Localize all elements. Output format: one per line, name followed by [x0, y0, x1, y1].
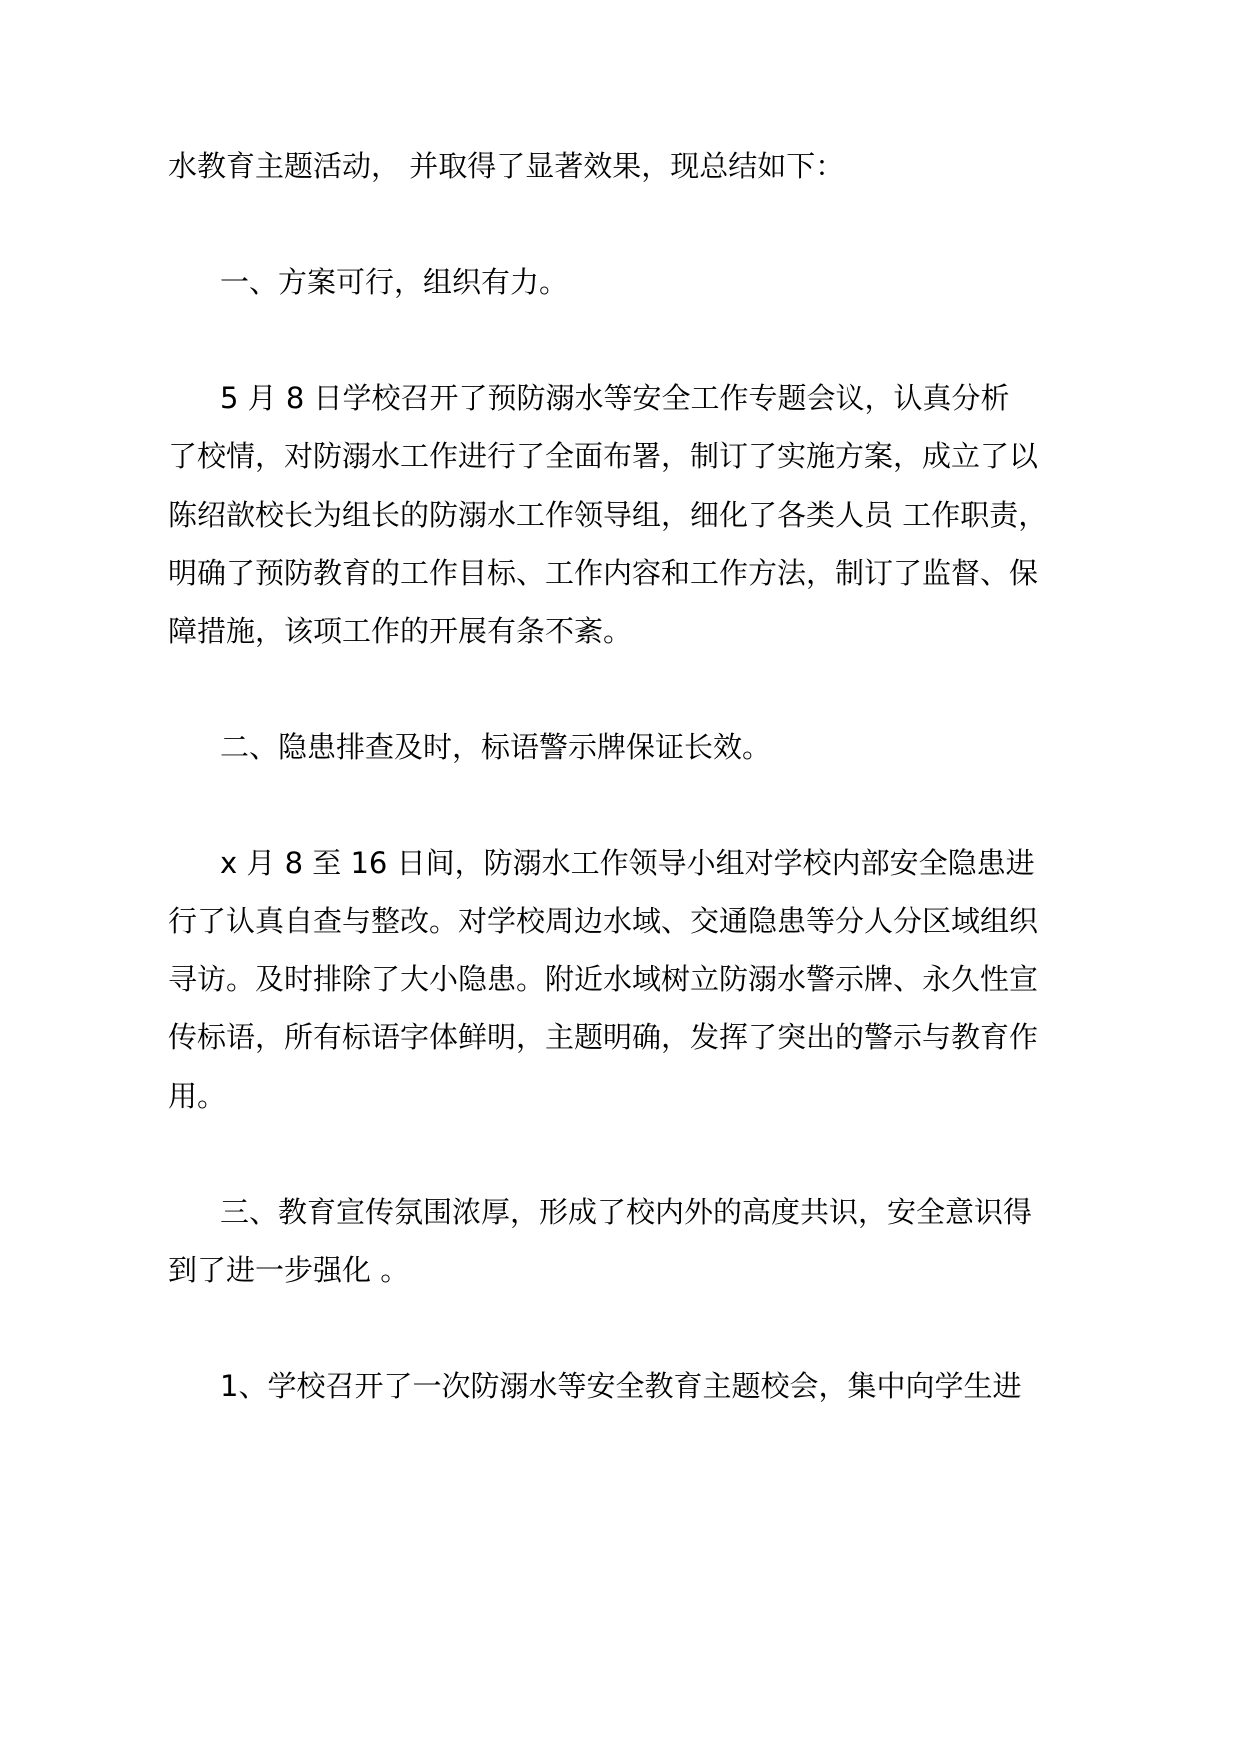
paragraph-line: 陈绍歆校长为组长的防溺水工作领导组，细化了各类人员 工作职责， — [168, 498, 1048, 532]
paragraph-line: 寻访。及时排除了大小隐患。附近水域树立防溺水警示牌、永久性宣 — [168, 962, 1039, 996]
section-heading: 三、教育宣传氛围浓厚，形成了校内外的高度共识，安全意识得 — [220, 1195, 1033, 1229]
paragraph-line: x 月 8 至 16 日间，防溺水工作领导小组对学校内部安全隐患进 — [220, 846, 1035, 880]
paragraph-line: 到了进一步强化 。 — [168, 1253, 410, 1287]
section-heading: 二、隐患排查及时，标语警示牌保证长效。 — [220, 730, 772, 764]
paragraph-line: 传标语，所有标语字体鲜明，主题明确，发挥了突出的警示与教育作 — [168, 1020, 1039, 1054]
paragraph-line: 了校情，对防溺水工作进行了全面布署，制订了实施方案，成立了以 — [168, 439, 1039, 473]
paragraph-line: 明确了预防教育的工作目标、工作内容和工作方法，制订了监督、保 — [168, 556, 1039, 590]
paragraph-line: 行了认真自查与整改。对学校周边水域、交通隐患等分人分区域组织 — [168, 904, 1039, 938]
section-heading: 一、方案可行，组织有力。 — [220, 265, 569, 299]
paragraph-line: 1、学校召开了一次防溺水等安全教育主题校会，集中向学生进 — [220, 1369, 1022, 1403]
paragraph-line: 水教育主题活动， 并取得了显著效果，现总结如下： — [168, 149, 845, 183]
paragraph-line: 5 月 8 日学校召开了预防溺水等安全工作专题会议，认真分析 — [220, 381, 1010, 415]
paragraph-line: 障措施，该项工作的开展有条不紊。 — [168, 614, 633, 648]
paragraph-line: 用。 — [168, 1079, 227, 1113]
